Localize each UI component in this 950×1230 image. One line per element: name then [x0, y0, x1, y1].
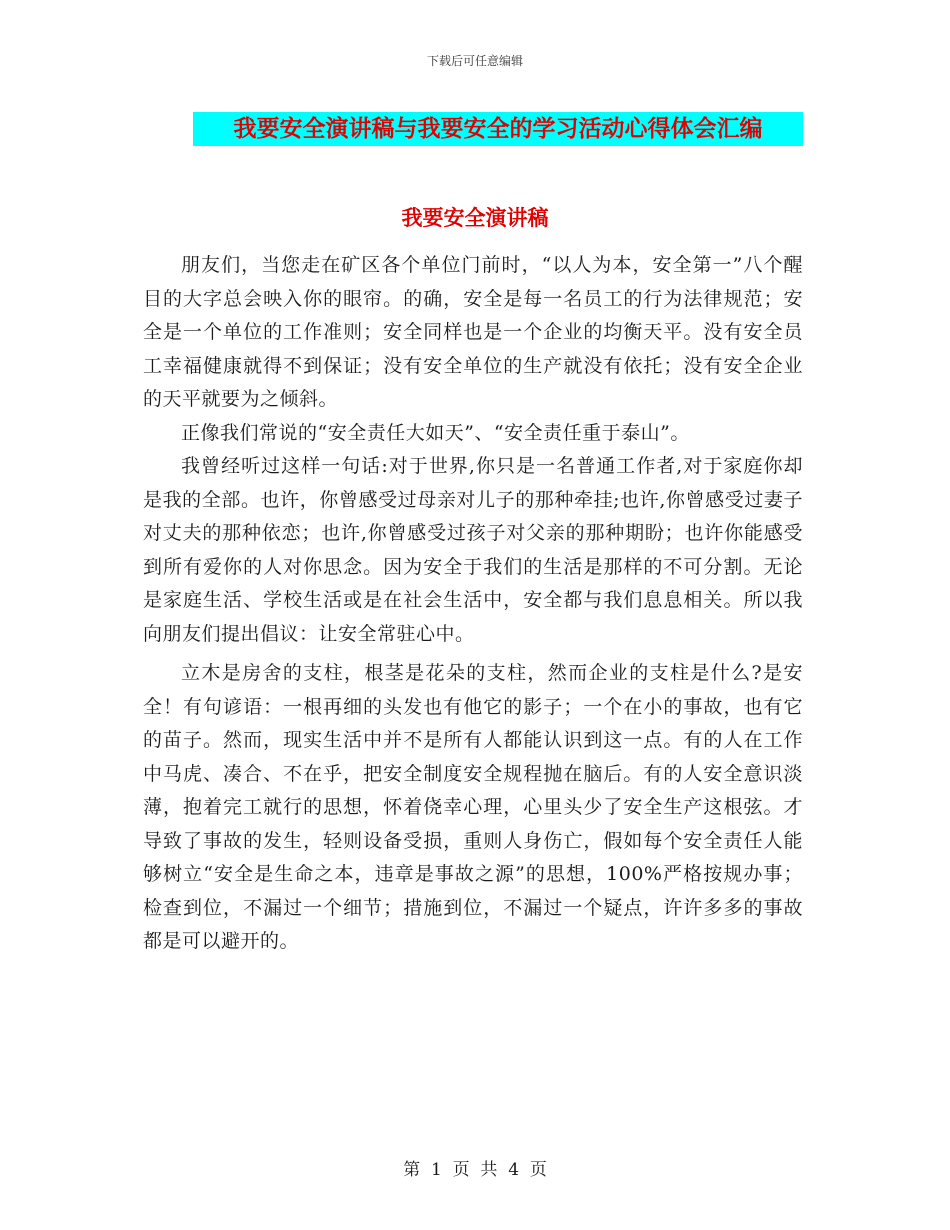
paragraph-4: 立木是房舍的支柱，根茎是花朵的支柱，然而企业的支柱是什么?是安全！有句谚语：一根再细的头发也有他它的影子；一个在小的事故，也有它的苗子。然而，现实生活中并不是所有人都能认识到这一点。有的人在工作中马虎、凑合、不在乎，把安全制度安全规程抛在脑后。有的人安全意识淡薄，抱着完工就行的思想，怀着侥幸心理，心里头少了安全生产这根弦。才导致了事故的发生，轻则设备受损，重则人身伤亡，假如每个安全责任人能够树立“安全是生命之本，违章是事故之源”的思想，100%严格按规办事；检查到位，不漏过一个细节；措施到位，不漏过一个疑点，许许多多的事故都是可以避开的。 — [143, 662, 803, 952]
paragraph-2: 正像我们常说的“安全责任大如天”、“安全责任重于泰山”。 — [181, 421, 690, 444]
document-title: 我要安全演讲稿与我要安全的学习活动心得体会汇编 — [233, 116, 763, 142]
document-body — [143, 249, 803, 959]
paragraph-3: 我曾经听过这样一句话:对于世界,你只是一名普通工作者,对于家庭你却是我的全部。也许，你曾感受过母亲对儿子的那种牵挂;也许,你曾感受过妻子对丈夫的那种依恋；也许,你曾感受过孩子对父亲的那种期盼；也许你能感受到所有爱你的人对你思念。因为安全于我们的生活是那样的不可分割。无论是家庭生活、学校生活或是在社会生活中，安全都与我们息息相关。所以我向朋友们提出倡议：让安全常驻心中。 — [143, 455, 803, 645]
page-footer — [0, 1155, 950, 1180]
page-label-prefix: 第 — [403, 1160, 421, 1180]
page-label-suffix: 页 — [529, 1160, 547, 1180]
page-header-note: 下载后可任意编辑 — [426, 54, 523, 68]
paragraph-1: 朋友们，当您走在矿区各个单位门前时，“以人为本，安全第一”八个醒目的大字总会映入你的眼帘。的确，安全是每一名员工的行为法律规范；安全是一个单位的工作准则；安全同样也是一个企业的均衡天平。没有安全员工幸福健康就得不到保证；没有安全单位的生产就没有依托；没有安全企业的天平就要为之倾斜。 — [143, 254, 803, 410]
page-label-mid: 页 — [452, 1160, 470, 1180]
page-total: 4 — [508, 1160, 520, 1180]
page-current: 1 — [430, 1160, 442, 1180]
section-title: 我要安全演讲稿 — [401, 206, 549, 230]
page-label-total-prefix: 共 — [480, 1160, 498, 1180]
